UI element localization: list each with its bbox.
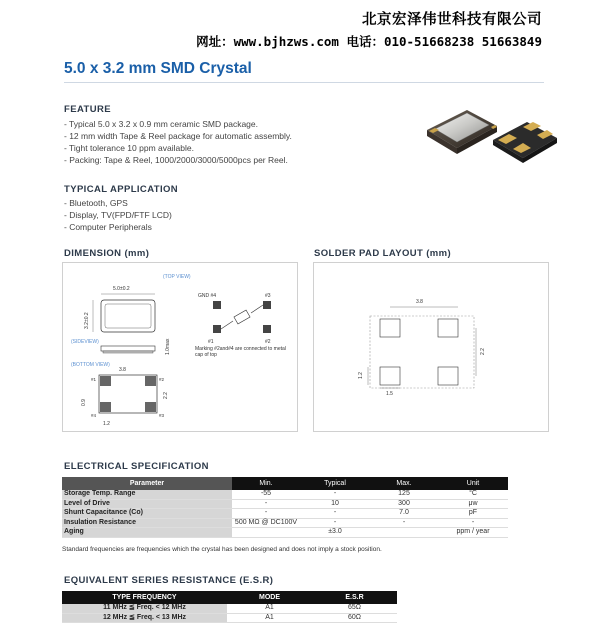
schematic-pad xyxy=(213,325,221,333)
table-cell: - xyxy=(300,490,370,499)
table-cell: - xyxy=(232,499,300,509)
table-cell: - xyxy=(300,518,370,528)
bottom-view-label: (BOTTOM VIEW) xyxy=(71,362,110,368)
table-cell: μw xyxy=(438,499,508,509)
feature-item: - Tight tolerance 10 ppm available. xyxy=(64,143,194,153)
company-header xyxy=(196,8,542,50)
application-item: - Computer Peripherals xyxy=(64,222,152,232)
feature-list xyxy=(64,118,292,166)
thickness-dim: 1.0max xyxy=(165,338,171,355)
schematic-pad xyxy=(263,325,271,333)
table-row xyxy=(62,509,508,519)
table-cell xyxy=(370,528,438,538)
solder-pad-h: 1.2 xyxy=(358,372,364,379)
bottom-pin-label: #1 xyxy=(91,377,97,382)
crystal-top-photo xyxy=(427,110,497,154)
column-header: TYPE FREQUENCY xyxy=(62,591,227,604)
table-cell: ppm / year xyxy=(438,528,508,538)
table-cell: pF xyxy=(438,509,508,519)
bottom-pad xyxy=(100,402,111,412)
solder-pad-w: 1.5 xyxy=(386,391,393,397)
table-cell: A1 xyxy=(227,604,312,613)
title-divider xyxy=(64,82,544,83)
table-cell: ±3.0 xyxy=(300,528,370,538)
table-cell: -55 xyxy=(232,490,300,499)
side-view-label: (SIDEVIEW) xyxy=(71,339,99,345)
feature-item: - 12 mm width Tape & Reel package for automatic assembly. xyxy=(64,131,292,141)
company-name: 北京宏泽伟世科技有限公司 xyxy=(362,12,542,28)
application-heading: TYPICAL APPLICATION xyxy=(64,184,179,195)
table-header-row xyxy=(62,591,397,604)
company-contact: 网址：www.bjhzws.com 电话：010-51668238 51663849 xyxy=(196,34,542,49)
dimension-panel xyxy=(62,262,298,432)
esr-heading: EQUIVALENT SERIES RESISTANCE (E.S.R) xyxy=(64,575,274,586)
table-cell: 300 xyxy=(370,499,438,509)
table-cell: 500 MΩ @ DC100V xyxy=(232,518,300,528)
feature-heading: FEATURE xyxy=(64,104,111,115)
bottom-pin-label: #3 xyxy=(159,413,165,418)
table-cell: 60Ω xyxy=(312,613,397,623)
table-cell: 12 MHz ≦ Freq. < 13 MHz xyxy=(62,613,227,623)
pad-h-dim: 0.9 xyxy=(81,399,87,406)
bottom-pad xyxy=(100,376,111,386)
table-row xyxy=(62,518,508,528)
table-cell: - xyxy=(232,509,300,519)
table-cell: 125 xyxy=(370,490,438,499)
dimension-drawing xyxy=(63,263,299,433)
table-cell: 7.0 xyxy=(370,509,438,519)
schematic-pad xyxy=(213,301,221,309)
column-header: MODE xyxy=(227,591,312,604)
column-header: E.S.R xyxy=(312,591,397,604)
table-row xyxy=(62,528,508,538)
table-cell: - xyxy=(300,509,370,519)
height-dim: 3.2±0.2 xyxy=(84,312,90,329)
table-cell: 11 MHz ≦ Freq. < 12 MHz xyxy=(62,604,227,613)
column-header: Parameter xyxy=(62,477,232,490)
bottom-pin-label: #4 xyxy=(91,413,97,418)
table-row xyxy=(62,604,397,613)
schematic-pin-label: #1 xyxy=(208,339,214,345)
application-item: - Display, TV(FPD/FTF LCD) xyxy=(64,210,172,220)
table-row xyxy=(62,490,508,499)
electrical-table xyxy=(62,477,508,538)
column-header: Typical xyxy=(300,477,370,490)
table-cell: °C xyxy=(438,490,508,499)
crystal-symbol xyxy=(234,310,250,324)
solder-pitch-x: 3.8 xyxy=(416,299,423,305)
table-cell: 65Ω xyxy=(312,604,397,613)
solder-pitch-y: 2.2 xyxy=(480,348,486,355)
table-cell: - xyxy=(370,518,438,528)
frequency-note: Standard frequencies are frequencies which the crystal has been designed and does not imply a stock position. xyxy=(62,546,382,553)
feature-item: - Typical 5.0 x 3.2 x 0.9 mm ceramic SMD package. xyxy=(64,119,258,129)
column-header: Max. xyxy=(370,477,438,490)
bottom-pad xyxy=(145,402,156,412)
product-photo xyxy=(405,88,563,176)
solder-pad xyxy=(380,367,400,385)
application-item: - Bluetooth, GPS xyxy=(64,198,128,208)
pad-pitch-x: 3.8 xyxy=(119,367,126,373)
width-dim: 5.0±0.2 xyxy=(113,286,130,292)
side-view-outline xyxy=(101,346,155,351)
table-header-row xyxy=(62,477,508,490)
table-cell: Aging xyxy=(62,528,232,538)
application-list xyxy=(64,197,172,233)
esr-table xyxy=(62,591,397,623)
marking-note: Marking #2and#4 are connected to metal cap of top xyxy=(195,346,286,358)
pad-pitch-y: 2.2 xyxy=(163,392,169,399)
table-row xyxy=(62,613,397,623)
table-cell: Level of Drive xyxy=(62,499,232,509)
top-view-outline xyxy=(101,300,155,332)
feature-item: - Packing: Tape & Reel, 1000/2000/3000/5000pcs per Reel. xyxy=(64,155,288,165)
gnd-label: GND #4 xyxy=(198,293,217,299)
bottom-pin-label: #2 xyxy=(159,377,165,382)
solder-pad-heading: SOLDER PAD LAYOUT (mm) xyxy=(314,248,452,259)
solder-pad-panel xyxy=(313,262,549,432)
solder-pad xyxy=(438,319,458,337)
table-cell: Insulation Resistance xyxy=(62,518,232,528)
dimension-heading: DIMENSION (mm) xyxy=(64,248,150,259)
table-row xyxy=(62,499,508,509)
bottom-pad xyxy=(145,376,156,386)
schematic-pin-label: #2 xyxy=(265,339,271,345)
column-header: Min. xyxy=(232,477,300,490)
solder-pad xyxy=(380,319,400,337)
column-header: Unit xyxy=(438,477,508,490)
schematic-pin-label: #3 xyxy=(265,293,271,299)
schematic-pad xyxy=(263,301,271,309)
table-cell: Shunt Capacitance (Co) xyxy=(62,509,232,519)
table-cell: 10 xyxy=(300,499,370,509)
table-cell: - xyxy=(438,518,508,528)
electrical-heading: ELECTRICAL SPECIFICATION xyxy=(64,461,209,472)
page-title: 5.0 x 3.2 mm SMD Crystal xyxy=(64,60,252,77)
pad-w-dim: 1.2 xyxy=(103,421,110,427)
table-cell xyxy=(232,528,300,538)
table-cell: Storage Temp. Range xyxy=(62,490,232,499)
table-cell: A1 xyxy=(227,613,312,623)
solder-pad xyxy=(438,367,458,385)
crystal-bottom-photo xyxy=(493,122,557,163)
solder-pad-drawing xyxy=(314,263,550,433)
top-view-label: (TOP VIEW) xyxy=(163,274,191,280)
